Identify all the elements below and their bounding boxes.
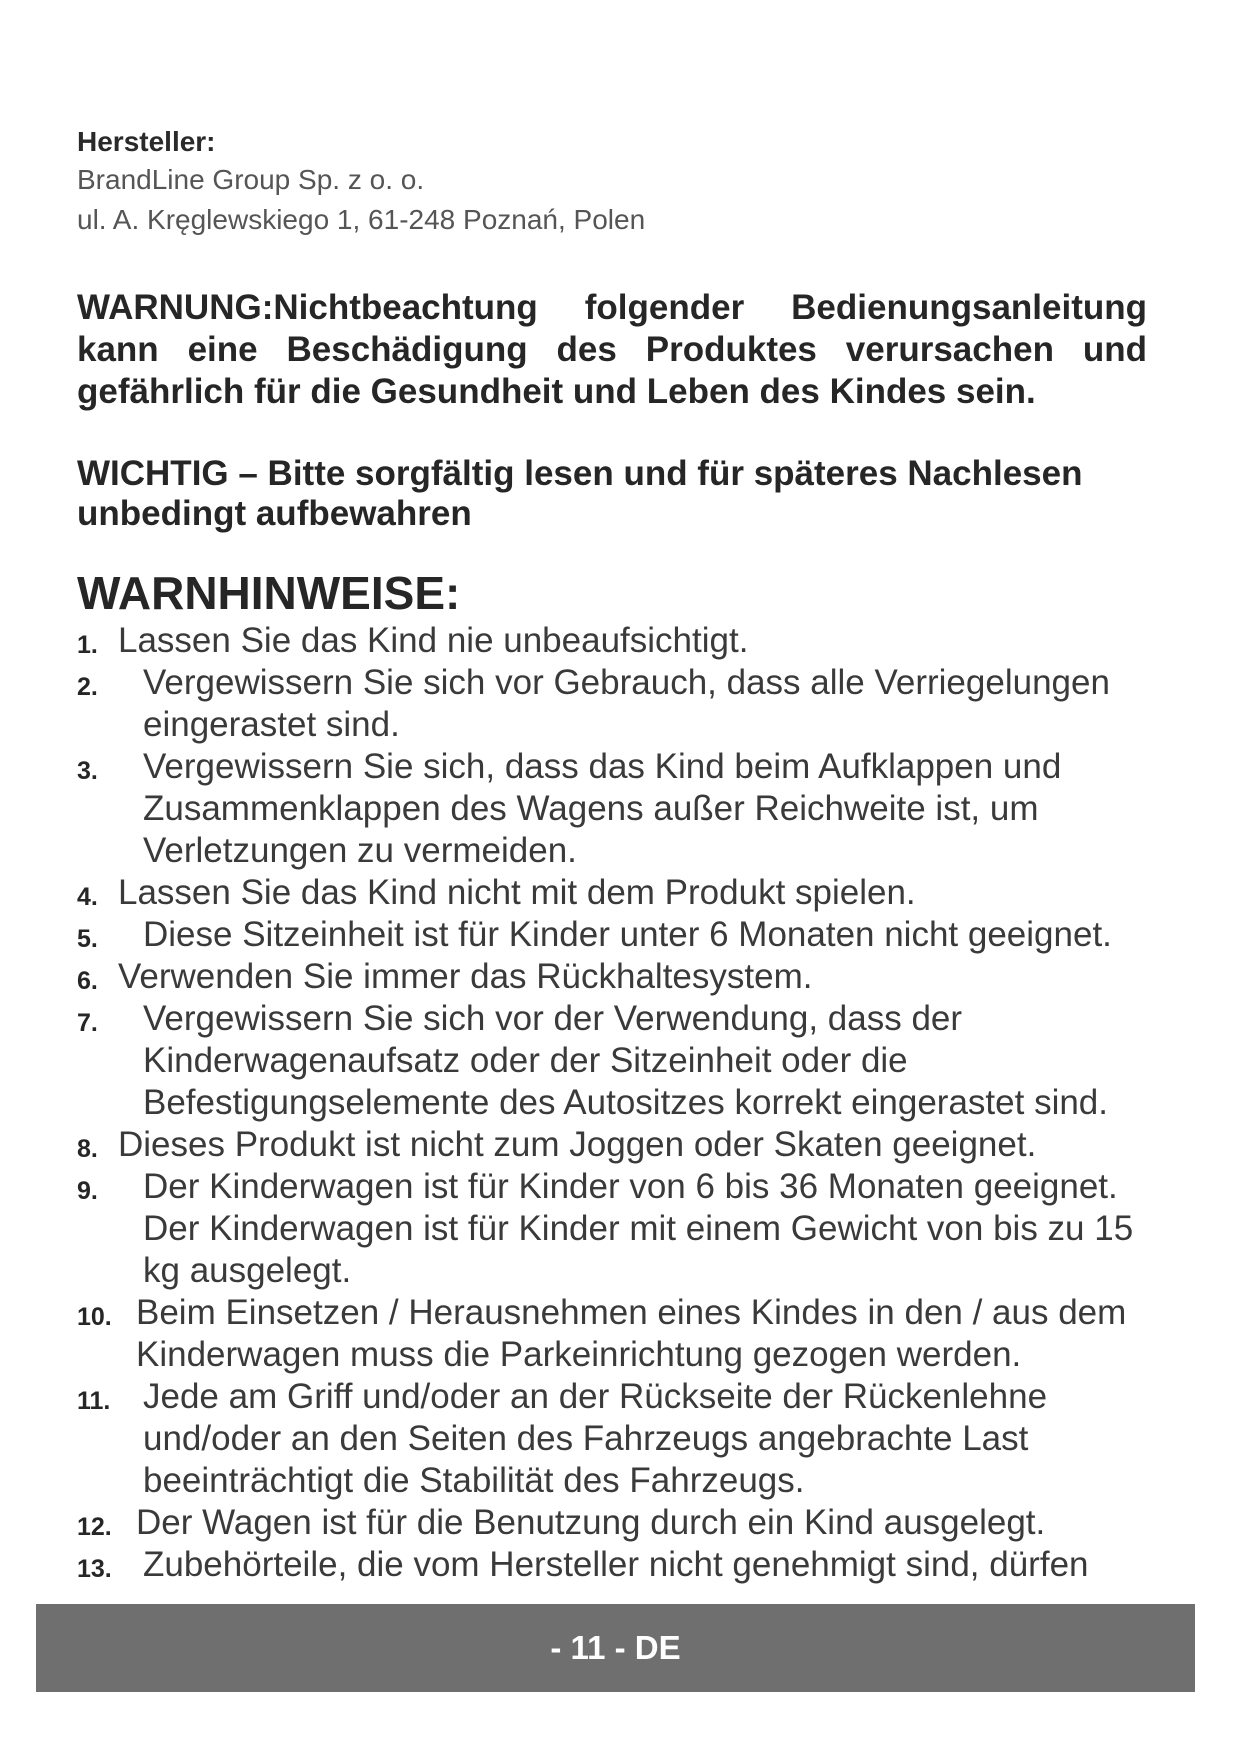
list-item (77, 746, 1177, 872)
list-item-text: Jede am Griff und/oder an der Rückseite der Rückenlehne und/oder an den Seiten des Fahrzeugs angebrachte Last beeinträchtigt die Stabilität des Fahrzeugs. (143, 1377, 1048, 1500)
list-item-text: Beim Einsetzen / Herausnehmen eines Kindes in den / aus dem Kinderwagen muss die Parkeinrichtung gezogen werden. (136, 1293, 1127, 1374)
warnings-title: WARNHINWEISE: (77, 567, 461, 619)
list-item (77, 914, 1177, 956)
list-item-text: Vergewissern Sie sich vor der Verwendung, dass der Kinderwagenaufsatz oder der Sitzeinheit oder die Befestigungselemente des Autositzes korrekt eingerastet sind. (143, 999, 1108, 1122)
list-item-number: 9. (77, 1177, 98, 1205)
list-item-number: 12. (77, 1513, 112, 1541)
list-item-text: Zubehörteile, die vom Hersteller nicht genehmigt sind, dürfen (143, 1545, 1089, 1584)
list-item-number: 8. (77, 1135, 98, 1163)
list-item-text: Lassen Sie das Kind nie unbeaufsichtigt. (118, 621, 749, 660)
list-item (77, 1502, 1177, 1544)
list-item-text: Der Wagen ist für die Benutzung durch ein Kind ausgelegt. (136, 1503, 1046, 1542)
list-item-number: 10. (77, 1303, 112, 1331)
footer-bar (36, 1604, 1195, 1692)
important-notice: WICHTIG – Bitte sorgfältig lesen und für späteres Nachlesen unbedingt aufbewahren (77, 454, 1083, 533)
manufacturer-company: BrandLine Group Sp. z o. o. (77, 164, 425, 195)
list-item-number: 5. (77, 925, 98, 953)
list-item (77, 998, 1177, 1124)
list-item (77, 1544, 1177, 1586)
list-item-number: 6. (77, 967, 98, 995)
manufacturer-label: Hersteller: (77, 126, 216, 157)
list-item-text: Der Kinderwagen ist für Kinder von 6 bis 36 Monaten geeignet. Der Kinderwagen ist für Kinder mit einem Gewicht von bis zu 15 kg ausgelegt. (143, 1167, 1134, 1290)
list-item-text: Verwenden Sie immer das Rückhaltesystem. (118, 957, 813, 996)
list-item-number: 3. (77, 757, 98, 785)
list-item (77, 620, 1177, 662)
list-item (77, 1124, 1177, 1166)
manufacturer-info (77, 124, 1177, 240)
list-item-number: 2. (77, 673, 98, 701)
warning-notice: WARNUNG:Nichtbeachtung folgender Bedienungsanleitung kann eine Beschädigung des Produktes verursachen und gefährlich für die Gesundheit und Leben des Kindes sein. (77, 288, 1147, 411)
list-item-number: 7. (77, 1009, 98, 1037)
list-item (77, 956, 1177, 998)
warnings-list (77, 620, 1177, 1586)
list-item-number: 11. (77, 1387, 111, 1415)
list-item (77, 662, 1177, 746)
list-item-text: Dieses Produkt ist nicht zum Joggen oder Skaten geeignet. (118, 1125, 1037, 1164)
page-number: - 11 - DE (550, 1629, 681, 1666)
list-item (77, 1166, 1177, 1292)
list-item-text: Lassen Sie das Kind nicht mit dem Produkt spielen. (118, 873, 916, 912)
list-item-number: 4. (77, 883, 98, 911)
list-item-text: Vergewissern Sie sich vor Gebrauch, dass alle Verriegelungen eingerastet sind. (143, 663, 1110, 744)
list-item-text: Diese Sitzeinheit ist für Kinder unter 6 Monaten nicht geeignet. (143, 915, 1112, 954)
list-item-text: Vergewissern Sie sich, dass das Kind beim Aufklappen und Zusammenklappen des Wagens außer Reichweite ist, um Verletzungen zu vermeiden. (143, 747, 1062, 870)
list-item (77, 872, 1177, 914)
list-item-number: 1. (77, 631, 98, 659)
list-item (77, 1292, 1177, 1376)
list-item-number: 13. (77, 1555, 112, 1583)
list-item (77, 1376, 1177, 1502)
manufacturer-address: ul. A. Kręglewskiego 1, 61-248 Poznań, Polen (77, 204, 646, 235)
